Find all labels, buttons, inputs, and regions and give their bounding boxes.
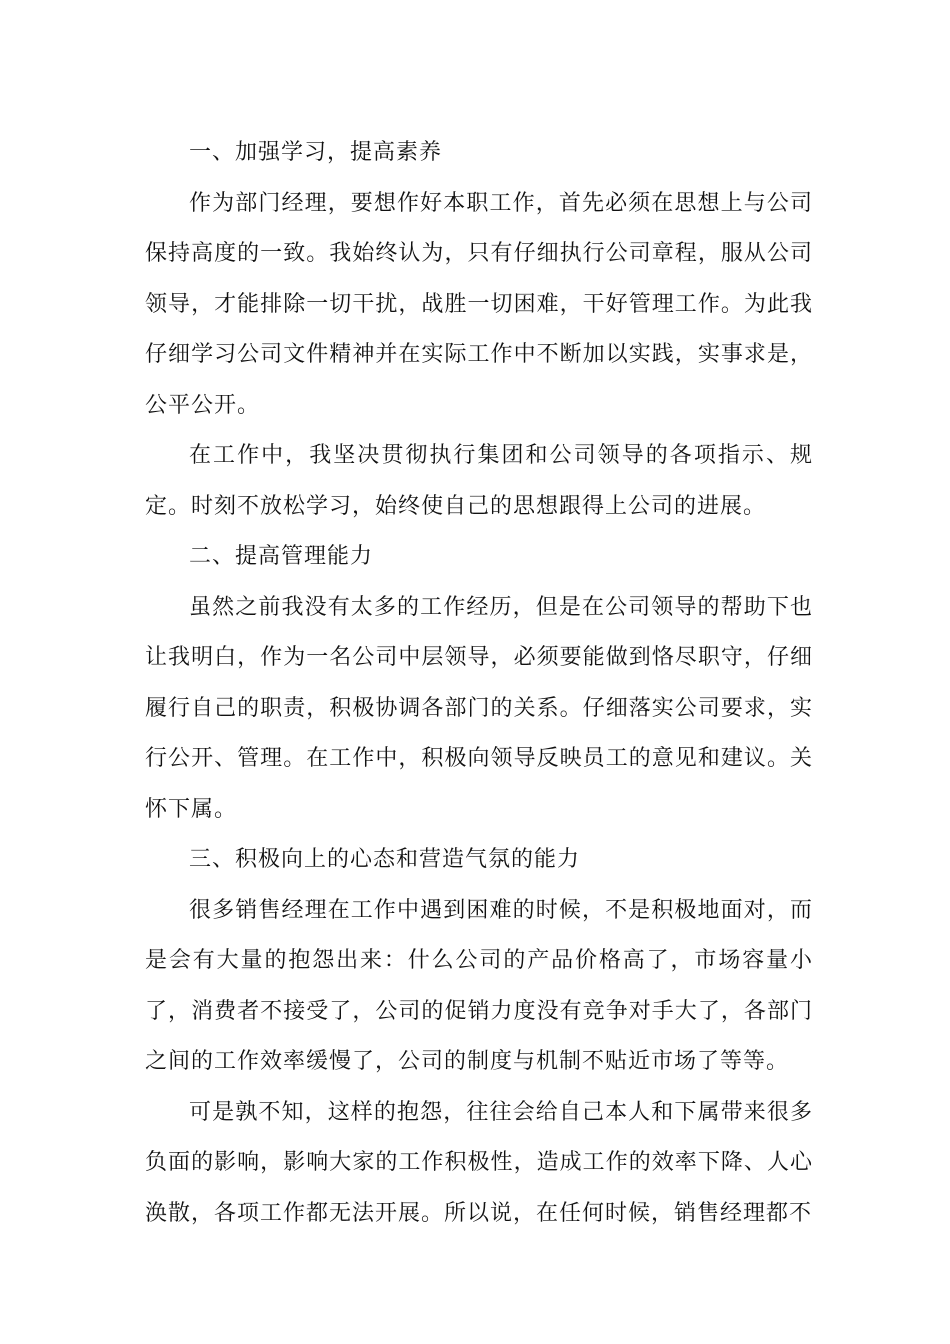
paragraph-4: 很多销售经理在工作中遇到困难的时候，不是积极地面对，而是会有大量的抱怨出来：什么公司的产品价格高了，市场容量小了，消费者不接受了，公司的促销力度没有竞争对手大了，各部门之间的工作效率缓慢了，公司的制度与机制不贴近市场了等等。 xyxy=(145,897,813,1074)
section-heading-1: 一、加强学习，提高素养 xyxy=(189,140,443,165)
paragraph-5: 可是孰不知，这样的抱怨，往往会给自己本人和下属带来很多负面的影响，影响大家的工作积极性，造成工作的效率下降、人心涣散，各项工作都无法开展。所以说，在任何时候，销售经理都不 xyxy=(145,1099,813,1226)
paragraph-3: 虽然之前我没有太多的工作经历，但是在公司领导的帮助下也让我明白，作为一名公司中层领导，必须要能做到恪尽职守，仔细履行自己的职责，积极协调各部门的关系。仔细落实公司要求，实行公开、管理。在工作中，积极向领导反映员工的意见和建议。关怀下属。 xyxy=(145,594,813,822)
paragraph-2: 在工作中，我坚决贯彻执行集团和公司领导的各项指示、规定。时刻不放松学习，始终使自己的思想跟得上公司的进展。 xyxy=(145,443,813,519)
section-heading-3: 三、积极向上的心态和营造气氛的能力 xyxy=(189,847,581,872)
section-heading-2: 二、提高管理能力 xyxy=(189,544,374,569)
paragraph-1: 作为部门经理，要想作好本职工作，首先必须在思想上与公司保持高度的一致。我始终认为，只有仔细执行公司章程，服从公司领导，才能排除一切干扰，战胜一切困难，干好管理工作。为此我仔细学习公司文件精神并在实际工作中不断加以实践，实事求是，公平公开。 xyxy=(145,190,813,418)
document-body xyxy=(145,128,813,1239)
